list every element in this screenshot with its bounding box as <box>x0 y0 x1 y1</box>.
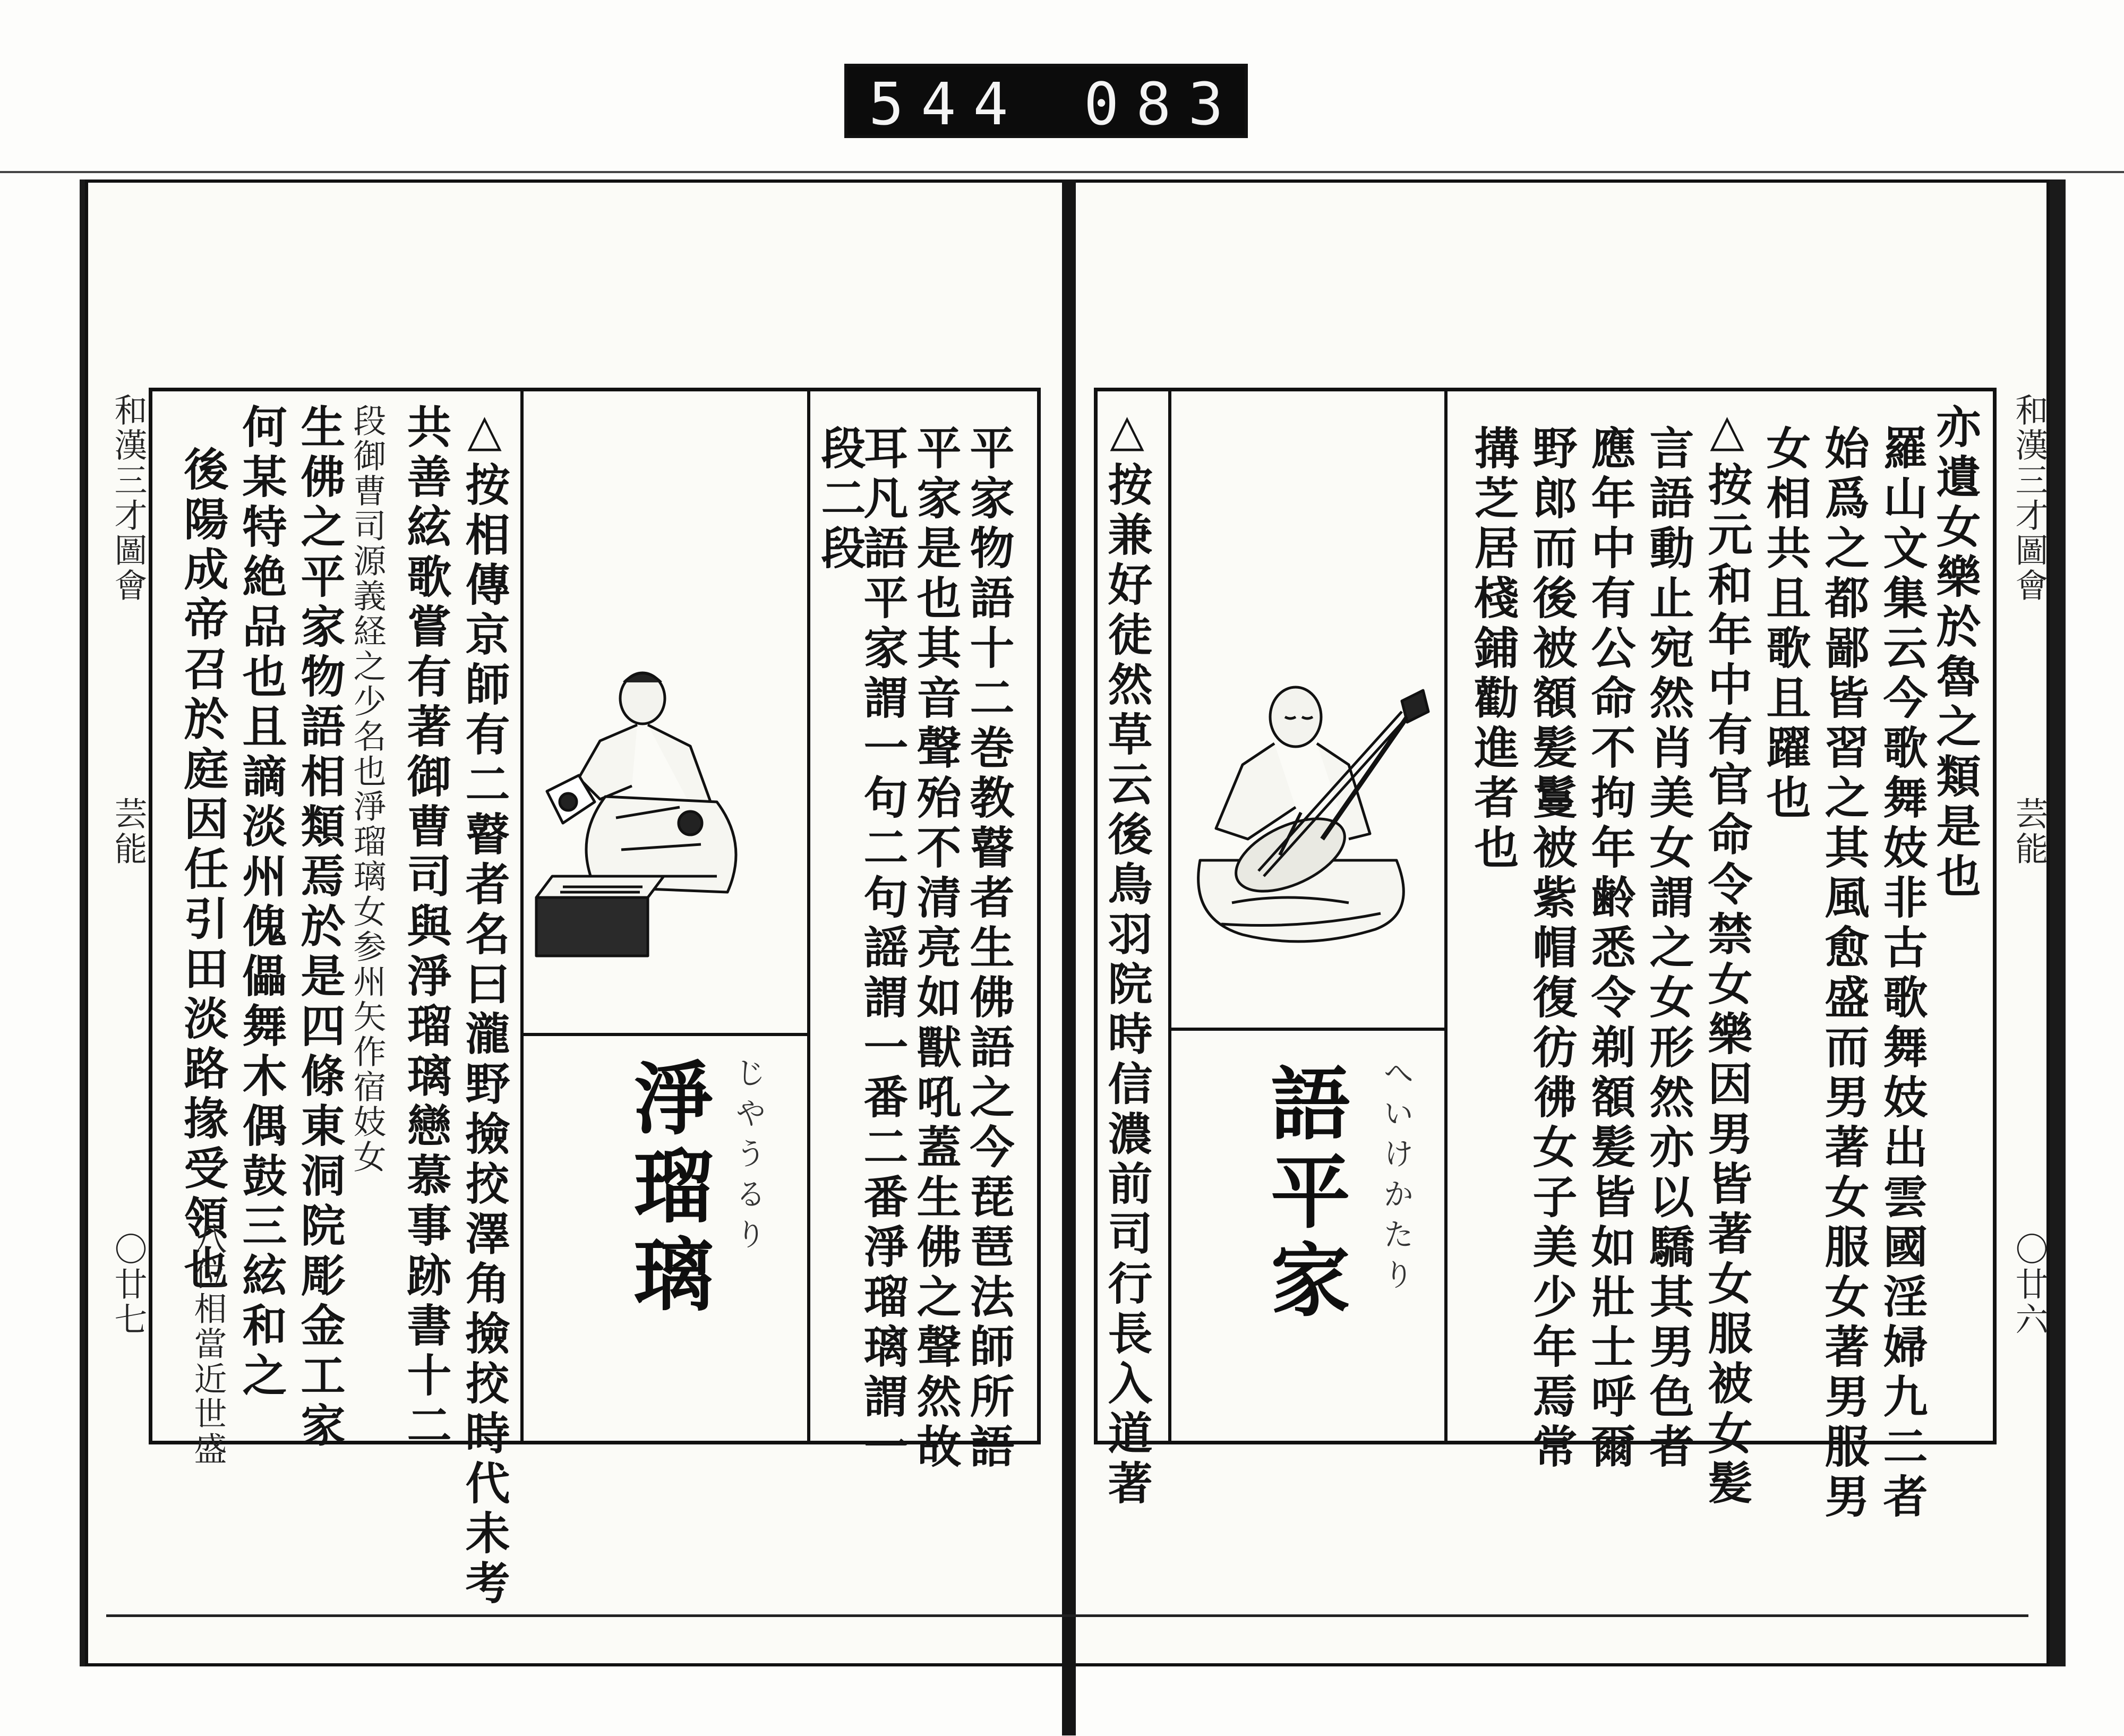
left-commentary-col-5: 何某特絶品也且謫淡州傀儡舞木偶鼓三絃和之 <box>235 404 288 1402</box>
left-illustration-underline <box>524 1033 807 1036</box>
page-bottom-rule <box>106 1614 2028 1617</box>
right-running-head-chapter: 芸能 <box>2010 797 2049 867</box>
left-section-title: 淨瑠璃 <box>620 1057 713 1321</box>
left-commentary-col-6: 後陽成帝召於庭因任引田淡路掾受領也 <box>177 446 229 1295</box>
right-description-col-2: 羅山文集云今歌舞妓非古歌舞妓出雲國淫婦九二者 <box>1876 425 1929 1523</box>
right-section-title: 語平家 <box>1257 1062 1350 1327</box>
right-illustration-divider-b <box>1168 388 1171 1444</box>
item-number: 083 <box>1084 70 1240 138</box>
right-description-col-8: 野郎而後被額髪鬘被紫帽復彷彿女子美少年焉常 <box>1526 425 1578 1473</box>
joruri-reciter-illustration <box>531 659 796 977</box>
left-description-col-2: 平家是也其音聲殆不清亮如獸吼蓋生佛之聲然故 <box>910 425 962 1473</box>
right-description-col-9: 搆芝居棧鋪勸進者也 <box>1467 425 1520 874</box>
left-commentary-col-3: 段御曹司源義経之少名也淨瑠璃女参州矢作宿妓女 <box>348 404 387 1175</box>
catalog-label <box>844 64 1248 138</box>
left-section-reading: じやうるり <box>730 1057 766 1259</box>
right-description-col-5: △按元和年中有官命令禁女樂因男皆著女服被女髪 <box>1701 404 1753 1510</box>
left-running-head: 和漢三才圖會 <box>109 393 148 603</box>
right-folio: 〇廿六 <box>2010 1232 2049 1337</box>
left-illustration-divider-a <box>520 388 524 1444</box>
left-running-head-chapter: 芸能 <box>109 797 148 867</box>
right-description-col-6: 言語動止宛然肖美女謂之女形然亦以驕其男色者 <box>1642 425 1695 1473</box>
right-description-col-3: 始爲之都鄙皆習之其風愈盛而男著女服女著男服男 <box>1818 425 1870 1523</box>
biwa-monk-illustration <box>1179 680 1439 956</box>
left-commentary-col-2: 共善絃歌嘗有著御曹司與淨瑠璃戀慕事跡書十二 <box>400 404 452 1452</box>
right-description-col-1: 亦遺女樂於魯之類是也 <box>1929 404 1982 903</box>
left-commentary-col-1: △按相傳京師有二瞽者名曰瀧野撿挍澤角撿挍時代未考 <box>458 404 511 1610</box>
left-commentary-col-7: 八位相當近世盛 <box>189 1221 227 1467</box>
left-folio: 〇廿七 <box>109 1232 148 1337</box>
left-description-col-3: 耳凡語平家謂一句二句謡謂一番二番淨瑠璃謂一 <box>857 425 909 1473</box>
right-running-head: 和漢三才圖會 <box>2010 393 2049 603</box>
right-illustration-underline <box>1171 1028 1444 1031</box>
left-description-col-1: 平家物語十二巻教瞽者生佛語之今琵琶法師所語 <box>963 425 1015 1473</box>
left-commentary-col-4: 生佛之平家物語相類焉於是四條東洞院彫金工家 <box>294 404 346 1452</box>
binding-gutter <box>1062 179 1076 1735</box>
left-illustration-divider-b <box>807 388 810 1444</box>
right-commentary-col-1: △按兼好徒然草云後鳥羽院時信濃前司行長入道著 <box>1101 404 1153 1510</box>
right-section-reading: へいけかたり <box>1378 1057 1414 1299</box>
right-illustration-divider-a <box>1444 388 1448 1444</box>
scanner-top-edge <box>0 171 2124 173</box>
right-description-col-4: 女相共且歌且躍也 <box>1759 425 1812 824</box>
shelf-number: 544 <box>869 70 1025 138</box>
right-description-col-7: 應年中有公命不拘年齢悉令剃額髪皆如壯士呼爾 <box>1584 425 1637 1473</box>
left-description-col-4: 段二段 <box>814 425 867 575</box>
